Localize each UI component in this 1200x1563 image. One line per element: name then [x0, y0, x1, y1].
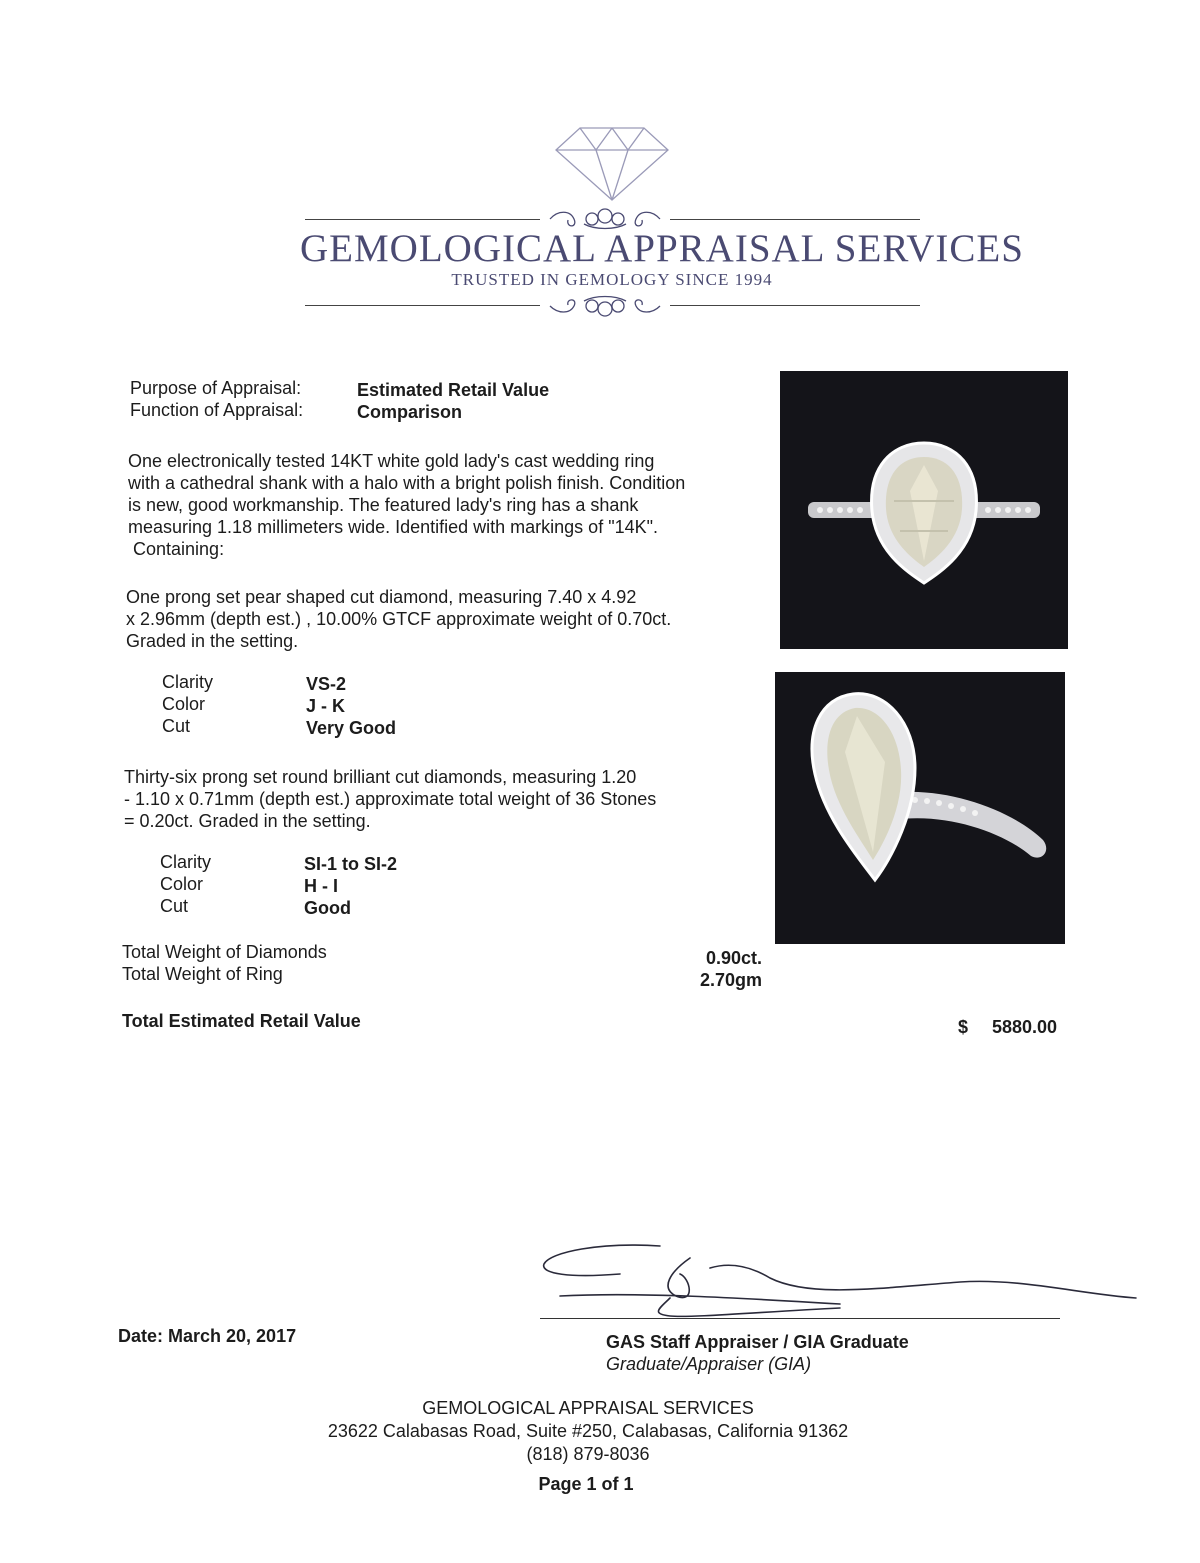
description-line: Thirty-six prong set round brilliant cut diamonds, measuring 1.20: [124, 767, 637, 787]
grade-value: SI-1 to SI-2: [304, 854, 398, 874]
footer-company: GEMOLOGICAL APPRAISAL SERVICES: [422, 1398, 754, 1418]
appraiser-signature: [540, 1238, 1140, 1328]
ring-description: [128, 450, 685, 560]
total-ring-weight-label: Total Weight of Ring: [122, 964, 283, 984]
retail-value-label: Total Estimated Retail Value: [122, 1011, 361, 1031]
grade-value: VS-2: [306, 674, 347, 694]
grade-label: Color: [160, 874, 204, 894]
side-stones-description: [124, 766, 656, 832]
grade-value: J - K: [306, 696, 346, 716]
grade-value: H - I: [304, 876, 338, 896]
description-line: x 2.96mm (depth est.) , 10.00% GTCF approximate weight of 0.70ct.: [126, 609, 672, 629]
diamond-icon: [552, 124, 672, 202]
appraiser-subtitle: Graduate/Appraiser (GIA): [606, 1354, 812, 1374]
page-number: Page 1 of 1: [538, 1474, 634, 1494]
purpose-value: Estimated Retail Value: [357, 380, 550, 400]
grade-label: Clarity: [160, 852, 212, 872]
description-line: One electronically tested 14KT white gold lady's cast wedding ring: [128, 451, 655, 471]
retail-value: 5880.00: [992, 1017, 1058, 1037]
grade-label: Cut: [160, 896, 189, 916]
description-line: with a cathedral shank with a halo with a bright polish finish. Condition: [128, 473, 686, 493]
signature-line: [540, 1318, 1060, 1319]
total-ring-weight-value: 2.70gm: [700, 970, 763, 990]
currency-symbol: $: [958, 1017, 969, 1037]
company-tagline: TRUSTED IN GEMOLOGY SINCE 1994: [451, 270, 773, 289]
description-line: measuring 1.18 millimeters wide. Identified with markings of "14K".: [128, 517, 659, 537]
ring-photo-side-view: [775, 672, 1065, 944]
grade-label: Cut: [162, 716, 191, 736]
function-value: Comparison: [357, 402, 463, 422]
ornament-icon: [540, 292, 670, 320]
description-line: Containing:: [128, 539, 225, 559]
appraisal-date: Date: March 20, 2017: [118, 1326, 297, 1346]
function-label: Function of Appraisal:: [130, 400, 304, 420]
purpose-label: Purpose of Appraisal:: [130, 378, 302, 398]
description-line: is new, good workmanship. The featured lady's ring has a shank: [128, 495, 639, 515]
appraiser-title: GAS Staff Appraiser / GIA Graduate: [606, 1332, 909, 1352]
grade-value: Good: [304, 898, 351, 918]
description-line: One prong set pear shaped cut diamond, measuring 7.40 x 4.92: [126, 587, 637, 607]
description-line: - 1.10 x 0.71mm (depth est.) approximate total weight of 36 Stones: [124, 789, 657, 809]
grade-label: Color: [162, 694, 206, 714]
grade-value: Very Good: [306, 718, 397, 738]
center-stone-description: [126, 586, 671, 652]
grade-label: Clarity: [162, 672, 214, 692]
ring-photo-top-view: [780, 371, 1068, 649]
footer-address: 23622 Calabasas Road, Suite #250, Calabasas, California 91362: [327, 1421, 849, 1441]
footer-phone: (818) 879-8036: [526, 1444, 650, 1464]
description-line: = 0.20ct. Graded in the setting.: [124, 811, 371, 831]
total-diamond-weight-value: 0.90ct.: [706, 948, 763, 968]
total-diamond-weight-label: Total Weight of Diamonds: [122, 942, 327, 962]
description-line: Graded in the setting.: [126, 631, 299, 651]
company-name: GEMOLOGICAL APPRAISAL SERVICES: [300, 227, 1024, 270]
